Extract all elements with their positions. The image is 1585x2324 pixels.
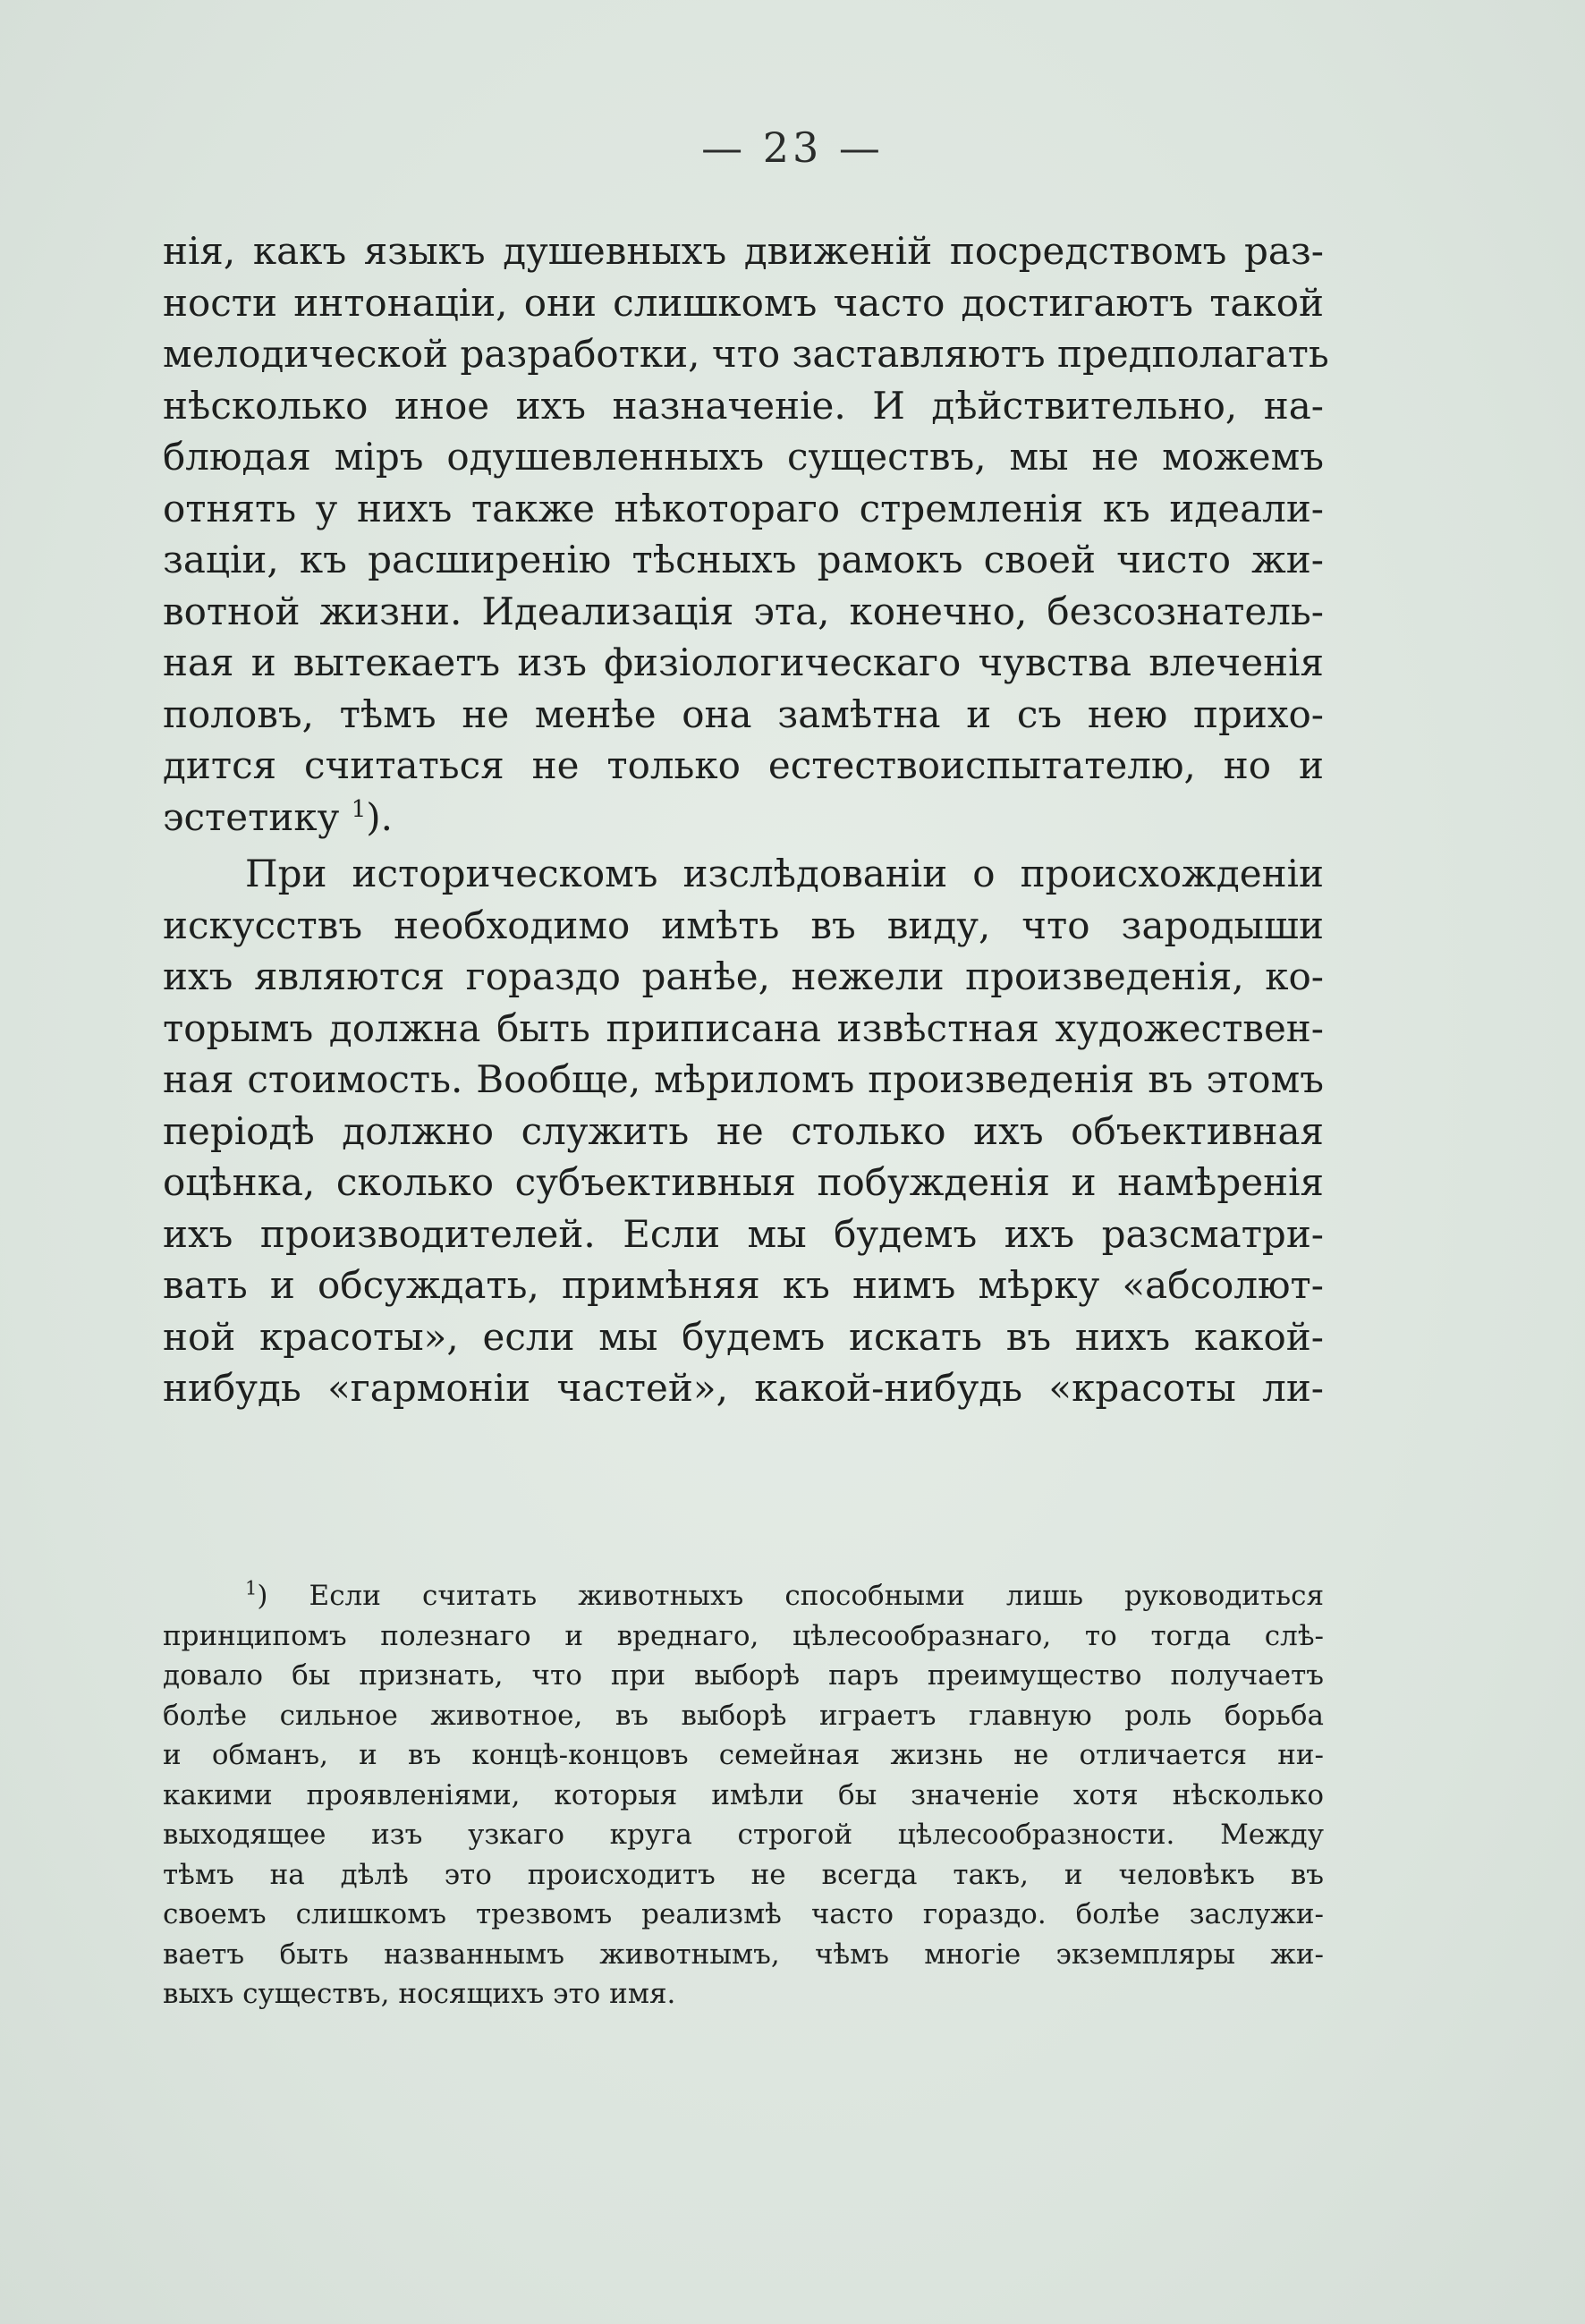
footnote-line: выхъ существъ, носящихъ это имя. [163, 1978, 676, 2010]
footnote-line: какими проявленіями, которыя имѣли бы значеніе хотя нѣсколько [163, 1778, 1324, 1811]
text-line: вать и обсуждать, примѣняя къ нимъ мѣрку «абсолют- [163, 1263, 1324, 1307]
text-line: ихъ являются гораздо ранѣе, нежели произведенія, ко- [163, 954, 1324, 998]
text-line: вотной жизни. Идеализація эта, конечно, безсознатель- [163, 589, 1324, 633]
footnote-line [163, 1576, 1324, 1616]
main-text [163, 225, 1329, 1414]
text-line: мелодической разработки, что заставляютъ предполагать [163, 332, 1329, 376]
text-line: ихъ производителей. Если мы будемъ ихъ разсматри- [163, 1211, 1324, 1256]
text-line: ной красоты», если мы будемъ искать въ нихъ какой- [163, 1314, 1324, 1359]
text-line: ная и вытекаетъ изъ физіологическаго чувства влеченія [163, 640, 1324, 684]
text-line: періодѣ должно служить не столько ихъ объективная [163, 1108, 1324, 1153]
footnote-line: и обманъ, и въ концѣ-концовъ семейная жизнь не отличается ни- [163, 1739, 1324, 1771]
text-line: блюдая міръ одушевленныхъ существъ, мы не можемъ [163, 435, 1324, 479]
footnote-line: болѣе сильное животное, въ выборѣ играетъ главную роль борьба [163, 1699, 1324, 1732]
text-line: торымъ должна быть приписана извѣстная художествен- [163, 1005, 1324, 1050]
text-fragment: эстетику [163, 794, 340, 839]
text-line: нѣсколько иное ихъ назначеніе. И дѣйствительно, на- [163, 383, 1324, 428]
footnote-line: тѣмъ на дѣлѣ это происходитъ не всегда такъ, и человѣкъ въ [163, 1858, 1324, 1891]
footnote-line: довало бы признать, что при выборѣ паръ преимущество получаетъ [163, 1659, 1324, 1692]
page-number: — 23 — [701, 123, 884, 172]
text-line: нія, какъ языкъ душевныхъ движеній посредствомъ раз- [163, 229, 1324, 273]
footnote-block [163, 1576, 1324, 2014]
footnote-line: ваетъ быть названнымъ животнымъ, чѣмъ многіе экземпляры жи- [163, 1938, 1324, 1971]
text-line: дится считаться не только естествоиспытателю, но и [163, 743, 1324, 787]
footnote-line: выходящее изъ узкаго круга строгой цѣлесообразности. Между [163, 1819, 1324, 1851]
footnote-reference[interactable]: 1 [351, 795, 367, 823]
text-line: ности интонаціи, они слишкомъ часто достигаютъ такой [163, 280, 1324, 325]
text-line [163, 792, 1324, 844]
text-line: отнять у нихъ также нѣкотораго стремленія къ идеали- [163, 486, 1324, 530]
text-fragment: ). [366, 794, 393, 839]
text-line: половъ, тѣмъ не менѣе она замѣтна и съ нею прихо- [163, 691, 1324, 736]
footnote-text: ) Если считать животныхъ способными лишь руководиться [257, 1580, 1324, 1612]
text-line: нибудь «гармоніи частей», какой-нибудь «красоты ли- [163, 1366, 1324, 1410]
text-line: При историческомъ изслѣдованіи о происхожденіи [245, 852, 1324, 895]
text-line: оцѣнка, сколько субъективныя побужденія и намѣренія [163, 1160, 1324, 1204]
text-line: заціи, къ расширенію тѣсныхъ рамокъ своей чисто жи- [163, 538, 1324, 581]
footnote-marker: 1 [245, 1577, 258, 1599]
text-line: ная стоимость. Вообще, мѣриломъ произведенія въ этомъ [163, 1057, 1324, 1101]
text-line: искусствъ необходимо имѣть въ виду, что зародыши [163, 903, 1324, 947]
footnote-line: своемъ слишкомъ трезвомъ реализмѣ часто гораздо. болѣе заслужи- [163, 1898, 1324, 1930]
footnote-line: принципомъ полезнаго и вреднаго, цѣлесообразнаго, то тогда слѣ- [163, 1619, 1324, 1652]
